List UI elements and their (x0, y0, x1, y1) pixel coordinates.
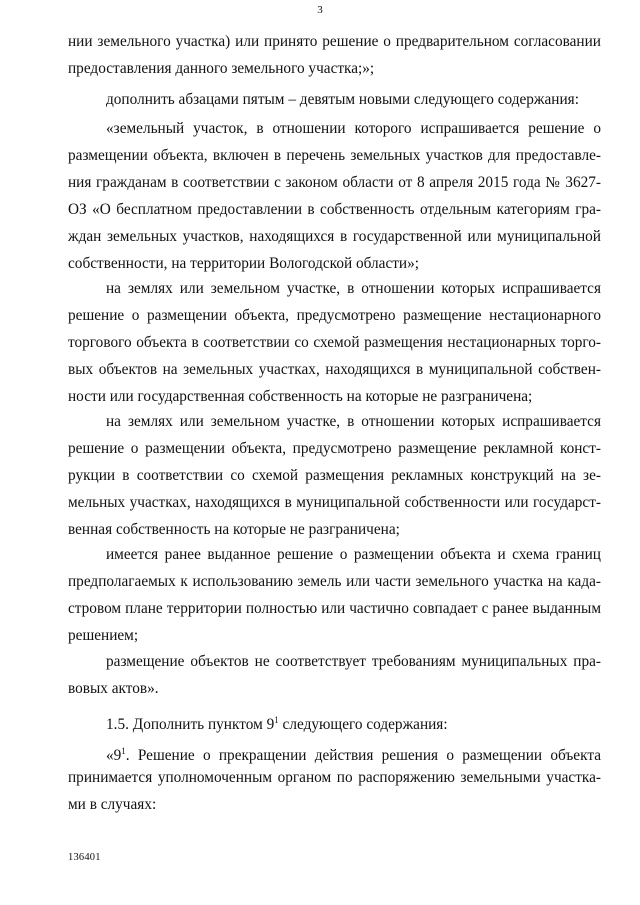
text-line: решение о размещении объекта, предусмотрено размещение нестационарного (68, 307, 601, 324)
clause-line (106, 741, 601, 766)
text-line: имеется ранее выданное решение о размещении объекта и схема границ (106, 546, 601, 563)
text-line: ния гражданам в соответствии с законом области от 8 апреля 2015 года № 3627- (68, 174, 601, 191)
text-line: вых объектов на земельных участках, находящихся в муниципальной собствен- (68, 361, 601, 378)
text-line: собственности, на территории Вологодской области»; (68, 255, 420, 272)
text-line: дополнить абзацами пятым – девятым новыми следующего содержания: (106, 91, 579, 108)
page-number: 3 (317, 4, 323, 16)
text-line: «земельный участок, в отношении которого испрашивается решение о (106, 120, 601, 137)
text-line: ности или государственная собственность на которые не разграничена; (68, 388, 533, 405)
superscript: 1 (121, 746, 126, 756)
text-line: на землях или земельном участке, в отношении которых испрашивается (106, 413, 601, 430)
document-code: 136401 (68, 852, 101, 863)
clause-heading-text: 1.5. Дополнить пунктом 9 (106, 716, 275, 734)
text-line: стровом плане территории полностью или частично совпадает с ранее выданным (68, 600, 601, 617)
clause-number: «9 (106, 747, 122, 765)
text-line: размещение объектов не соответствует требованиям муниципальных пра- (106, 653, 601, 670)
text-line: венная собственность на которые не разграничена; (68, 521, 400, 538)
text-line: предоставления данного земельного участка;»; (68, 60, 375, 77)
clause-heading-tail: следующего содержания: (278, 716, 448, 734)
text-line: рукции в соответствии со схемой размещения рекламных конструкций на зе- (68, 467, 601, 484)
text-line: ми в случаях: (68, 796, 157, 813)
text-line: мельных участках, находящихся в муниципальной собственности или государст- (68, 494, 601, 511)
text-line: решением; (68, 627, 139, 644)
text-line: на землях или земельном участке, в отношении которых испрашивается (106, 280, 601, 297)
text-line: ждан земельных участков, находящихся в государственной или муниципальной (68, 228, 601, 245)
text-line: предполагаемых к использованию земель или части земельного участка на када- (68, 573, 601, 590)
text-line: ОЗ «О бесплатном предоставлении в собственность отдельным категориям гра- (68, 201, 601, 218)
text-line: нии земельного участка) или принято решение о предварительном согласовании (68, 33, 601, 50)
text-line: решение о размещении объекта, предусмотрено размещение рекламной конст- (68, 440, 601, 457)
superscript: 1 (274, 715, 279, 725)
text-line: вовых актов». (68, 680, 159, 697)
text-line: принимается уполномоченным органом по распоряжению земельными участка- (68, 769, 601, 786)
text-line: размещении объекта, включен в перечень земельных участков для предоставле- (68, 147, 601, 164)
clause-text: . Решение о прекращении действия решения о размещении объекта (125, 747, 601, 765)
text-line: торгового объекта в соответствии со схемой размещения нестационарных торго- (68, 334, 601, 351)
clause-heading (106, 710, 601, 735)
